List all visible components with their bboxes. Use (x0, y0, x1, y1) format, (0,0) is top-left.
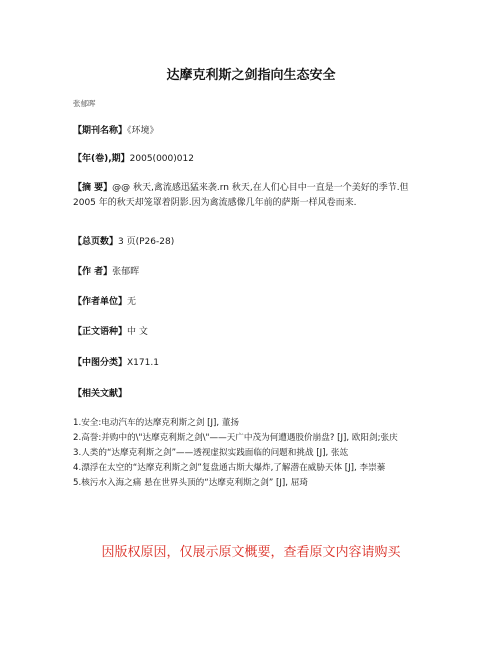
field-affiliation-label: 【作者单位】 (73, 297, 128, 307)
field-language-value: 中 文 (127, 327, 148, 337)
field-abstract (73, 181, 428, 211)
field-classification (73, 356, 433, 371)
field-journal-label: 【期刊名称】 (73, 126, 128, 136)
references-heading: 【相关文献】 (73, 389, 128, 399)
field-classification-value: X171.1 (127, 358, 159, 368)
copyright-notice: 因版权原因，仅展示原文概要，查看原文内容请购买 (101, 545, 401, 560)
field-affiliation-value: 无 (127, 297, 137, 307)
author-byline: 张郁晖 (73, 99, 96, 108)
field-journal-value: 《环境》 (127, 126, 159, 136)
field-author-value: 张郁晖 (112, 267, 140, 277)
field-author-label: 【作 者】 (73, 267, 113, 277)
field-journal (73, 124, 433, 139)
field-abstract-value: @@ 秋天,禽流感迅猛来袭.rn 秋天,在人们心目中一直是一个美好的季节.但 2005 年的秋天却笼罩着阴影.因为禽流感像几年前的萨斯一样风卷而来. (73, 183, 409, 208)
reference-item[interactable]: 5.核污水入海之痛 悬在世界头顶的“达摩克利斯之剑” [J], 屈琦 (73, 478, 308, 488)
reference-item[interactable]: 1.安全:电动汽车的达摩克利斯之剑 [J], 董扬 (73, 418, 240, 428)
reference-item[interactable]: 2.高誉:并购中的\"达摩克利斯之剑\"——天广中茂为何遭遇股价崩盘? [J], 欧阳剑;张庆 (73, 433, 398, 443)
reference-item[interactable]: 4.漂浮在太空的“达摩克利斯之剑”复盘通古斯大爆炸,了解潜在威胁天体 [J], 李崇蓁 (73, 463, 386, 473)
field-classification-label: 【中图分类】 (73, 358, 128, 368)
field-language (73, 325, 433, 340)
field-pages (73, 235, 433, 250)
field-year-issue (73, 152, 433, 167)
reference-item[interactable]: 3.人类的“达摩克利斯之剑”——透视虚拟实践面临的问题和挑战 [J], 张竑 (73, 448, 349, 458)
field-affiliation (73, 295, 433, 310)
field-year-issue-value: 2005(000)012 (129, 154, 194, 164)
document-title: 达摩克利斯之剑指向生态安全 (166, 68, 336, 83)
field-author (73, 265, 433, 280)
field-year-issue-label: 【年(卷),期】 (73, 154, 130, 164)
field-pages-label: 【总页数】 (73, 237, 119, 247)
field-abstract-label: 【摘 要】 (73, 183, 113, 193)
references-list (73, 416, 431, 491)
field-pages-value: 3 页(P26-28) (118, 237, 175, 247)
field-language-label: 【正文语种】 (73, 327, 128, 337)
